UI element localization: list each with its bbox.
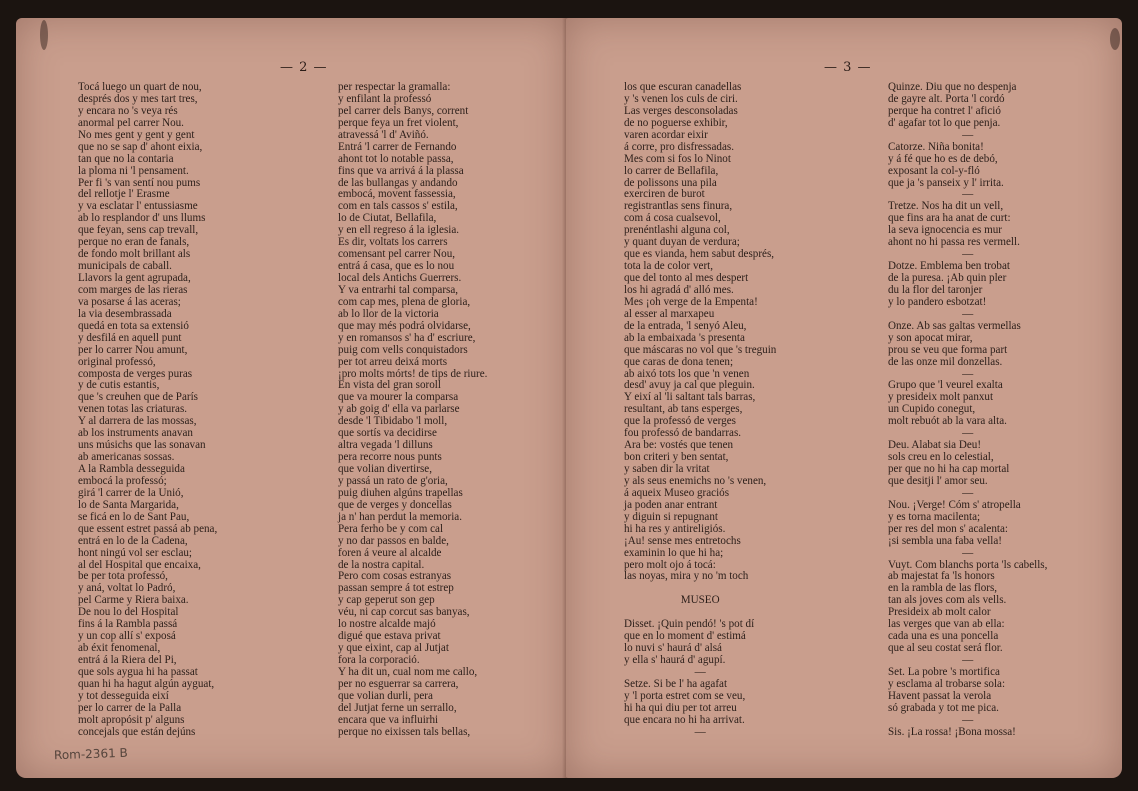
verse-line: fins á la Rambla passá [78, 618, 178, 631]
verse-line: de gayre alt. Porta 'l cordó [888, 92, 1005, 105]
verse-line: sols creu en lo celestial, [888, 451, 994, 464]
verse-line: que al seu costat será flor. [888, 642, 1003, 655]
verse-line: que en lo moment d' estimá [624, 630, 746, 643]
verse-line: y va esclatar l' entussiasme [78, 200, 198, 213]
verse-line: que ja 's panseix y l' irrita. [888, 176, 1004, 189]
verse-line: que 's creuhen que de París [78, 391, 198, 404]
verse-line: lo de Santa Margarida, [78, 498, 179, 511]
verse-line: prou se veu que forma part [888, 343, 1008, 356]
verse-line: tota la de color vert, [624, 260, 714, 273]
verse-line: Sis. ¡La rossa! ¡Bona mossa! [888, 725, 1016, 738]
verse-line: ¡si sembla una faba vella! [888, 534, 1002, 547]
verse-line: y que eixint, cap al Jutjat [338, 642, 449, 655]
verse-line: que volian durli, pera [338, 689, 433, 702]
verse-line: Y eixí al 'li saltant tals barras, [624, 391, 756, 404]
page-number-left: — 2 — [280, 60, 328, 75]
verse-line: pero molt ojo á tocá: [624, 558, 716, 571]
verse-line: encara que va influirhi [338, 713, 439, 726]
verse-line: al esser al marxapeu [624, 307, 715, 320]
verse-line: ¡Au! sense mes entretochs [624, 534, 741, 547]
verse-line: be per tota professó, [78, 570, 168, 583]
verse-line: perque no eixissen tals bellas, [338, 725, 471, 738]
verse-line: per respectar la gramalla: [338, 81, 451, 93]
verse-line: que sols aygua hi ha passat [78, 665, 198, 678]
verse-line: en la rambla de las flors, [888, 582, 998, 595]
verse-line: atravessá 'l d' Aviñó. [338, 128, 429, 141]
verse-line: com en tals cassos s' estila, [338, 200, 458, 213]
verse-line: entrá á casa, que es lo nou [338, 260, 455, 273]
verse-line: y saben dir la vritat [624, 463, 710, 475]
verse-line: ja n' han perdut la memoria. [338, 510, 462, 523]
verse-column-4 [888, 82, 1047, 739]
verse-line: Presideix ab molt calor [888, 606, 991, 619]
verse-column-3 [624, 82, 776, 739]
verse-line: — [694, 725, 706, 738]
verse-line: després dos y mes tart tres, [78, 92, 198, 105]
verse-line: ja poden anar entrant [624, 498, 718, 511]
verse-line: Havent passat la verola [888, 689, 992, 702]
verse-line: que no se sap d' ahont eixia, [78, 140, 203, 153]
verse-line: — [962, 486, 974, 499]
verse-line: venen totas las criaturas. [78, 403, 188, 416]
verse-line: de las bullangas y andando [338, 176, 458, 189]
verse-line: y enfilant la professó [338, 92, 432, 105]
verse-line: que essent estret passá ab pena, [78, 522, 218, 535]
verse-line: — [694, 665, 706, 678]
verse-line: de la entrada, 'l senyó Aleu, [624, 319, 747, 332]
verse-line: — [962, 188, 974, 201]
verse-line: entrá á la Riera del Pi, [78, 654, 177, 666]
verse-line: las noyas, mira y no 'm toch [624, 570, 749, 583]
verse-line: y encara no 's veya rés [78, 104, 178, 117]
right-page [566, 18, 1122, 778]
verse-line: y desfilá en aquell punt [78, 331, 182, 344]
verse-line: Llavors la gent agrupada, [78, 272, 191, 284]
verse-line: y als seus enemichs no 's venen, [624, 474, 767, 487]
verse-line: anormal pel carrer Nou. [78, 116, 184, 129]
verse-line: prenéntlashi alguna col, [624, 224, 730, 237]
verse-line: del rellotje l' Erasme [78, 188, 170, 201]
verse-line: lo carrer de Bellafila, [624, 164, 719, 177]
verse-line: fins que va arrivá á la plassa [338, 164, 464, 177]
verse-line: En vista del gran soroll [338, 379, 441, 392]
verse-line: entrá en lo de la Cadena, [78, 534, 188, 547]
verse-line: y no dar passos en balde, [338, 534, 449, 547]
verse-line: concejals que están dejúns [78, 725, 196, 738]
verse-line: tan als joves com als vells. [888, 594, 1007, 607]
verse-line: lo de Ciutat, Bellafila, [338, 212, 437, 225]
verse-line: desde 'l Tibidabo 'l moll, [338, 415, 448, 428]
verse-line: quan hi ha hagut algún ayguat, [78, 677, 215, 690]
verse-line: exerciren de burot [624, 188, 705, 201]
verse-line: — [962, 713, 974, 726]
verse-line: per que no hi ha cap mortal [888, 463, 1010, 475]
verse-line: los hi agradá d' alló mes. [624, 283, 734, 296]
verse-line: Las verges desconsoladas [624, 104, 738, 117]
verse-line: passan sempre á tot estrep [338, 582, 454, 595]
verse-line: que la professó de verges [624, 415, 736, 428]
verse-line: y es torna macilenta; [888, 510, 981, 523]
verse-line: — [962, 654, 974, 666]
verse-line: desd' avuy ja cal que pleguin. [624, 379, 755, 392]
verse-line: ¡pro molts mórts! de tips de riure. [338, 367, 488, 380]
verse-line: que feyan, sens cap trevall, [78, 224, 199, 237]
verse-line: y lo pandero esbotzat! [888, 295, 987, 308]
verse-line: Y al darrera de las mossas, [78, 415, 197, 428]
verse-line: — [962, 248, 974, 261]
verse-line: exposant la col-y-fló [888, 164, 980, 177]
verse-line: y son apocat mirar, [888, 331, 973, 344]
verse-line: va posarse á las aceras; [78, 295, 181, 308]
verse-line: que encara no hi ha arrivat. [624, 713, 745, 726]
verse-line: Per fi 's van sentí nou pums [78, 176, 201, 189]
verse-line: fora la corporació. [338, 654, 420, 666]
verse-line: y en ell regreso á la iglesia. [338, 224, 460, 237]
verse-column-2 [338, 82, 487, 739]
verse-line: que máscaras no vol que 's treguin [624, 343, 777, 356]
verse-line: composta de verges puras [78, 367, 193, 380]
verse-line: com á cosa cualsevol, [624, 212, 721, 225]
verse-line: que caras de dona tenen; [624, 355, 734, 368]
verse-line: puig com vells conquistadors [338, 343, 468, 356]
verse-line: quedá en tota sa extensió [78, 319, 189, 332]
verse-line: molt apropósit p' alguns [78, 713, 185, 726]
verse-line: Pera ferho be y com cal [338, 522, 444, 535]
verse-line: de fondo molt brillant als [78, 248, 191, 261]
verse-line: y ella s' haurá d' agupí. [624, 654, 726, 666]
verse-line: Mes com si fos lo Ninot [624, 152, 731, 165]
verse-line: del Jutjat ferne un serrallo, [338, 701, 457, 714]
verse-line: Catorze. Niña bonita! [888, 140, 984, 153]
verse-line: á aqueix Museo graciós [624, 486, 730, 499]
verse-line: tan que no la contaria [78, 152, 174, 165]
verse-line: que volian divertirse, [338, 463, 432, 475]
verse-line: ahont tot lo notable passa, [338, 152, 454, 165]
archive-mark: Rom-2361 B [53, 745, 128, 763]
verse-line: y ab goig d' ella va parlarse [338, 403, 460, 416]
verse-line: Tocá luego un quart de nou, [78, 81, 202, 93]
verse-line: véu, ni cap corcut sas banyas, [338, 606, 470, 619]
verse-line: y esclama al trobarse sola: [888, 677, 1006, 690]
verse-line: Mes ¡oh verge de la Empenta! [624, 295, 758, 308]
verse-line: — [962, 307, 974, 320]
verse-line: embocá, movent fassessia, [338, 188, 456, 201]
verse-line: y un cop allí s' exposá [78, 630, 176, 643]
verse-line: No mes gent y gent y gent [78, 128, 195, 141]
verse-line: Nou. ¡Verge! Cóm s' atropella [888, 498, 1021, 511]
verse-line: A la Rambla desseguida [78, 463, 185, 475]
verse-line: y passá un rato de g'oria, [338, 474, 448, 487]
verse-line: la ploma ni 'l pensament. [78, 164, 189, 177]
verse-line: se ficá en lo de Sant Pau, [78, 510, 190, 523]
left-page [16, 18, 568, 778]
verse-line: original professó, [78, 355, 156, 368]
verse-line: y aná, voltat lo Padró, [78, 582, 176, 595]
verse-line: — [962, 128, 974, 141]
verse-line: lo nuvi s' haurá d' alsá [624, 642, 722, 655]
verse-line: fou professó de bandarras. [624, 427, 742, 440]
verse-line: bon criteri y ben sentat, [624, 451, 729, 464]
verse-column-1 [78, 82, 217, 739]
verse-line: hi ha qui diu per tot arreu [624, 701, 737, 714]
verse-line: un Cupido conegut, [888, 403, 976, 416]
verse-line: de las onze mil donzellas. [888, 355, 1003, 368]
verse-line: perque ha contret l' afició [888, 104, 1001, 117]
verse-line: hi ha res y antireligiós. [624, 522, 726, 535]
verse-line: Setze. Si be l' ha agafat [624, 677, 728, 690]
verse-line: las verges que van ab ella: [888, 618, 1005, 631]
verse-line: hont ningú vol ser esclau; [78, 546, 192, 559]
verse-line: y 's venen los culs de ciri. [624, 92, 738, 105]
verse-line: que desitji l' amor seu. [888, 474, 988, 487]
verse-line: De nou lo del Hospital [78, 606, 179, 619]
verse-line: ab lo llor de la victoria [338, 307, 439, 320]
verse-line: perque no eran de fanals, [78, 236, 190, 249]
page-number-right: — 3 — [824, 60, 872, 75]
verse-line: foren á veure al alcalde [338, 546, 442, 559]
verse-line: — [962, 546, 974, 559]
verse-line: y quant duyan de verdura; [624, 236, 740, 249]
verse-line: Dotze. Emblema ben trobat [888, 260, 1010, 273]
verse-line: ahont no hi passa res vermell. [888, 236, 1020, 249]
verse-line: y en romansos s' ha d' escriure, [338, 331, 476, 344]
verse-line: que sortís va decidirse [338, 427, 437, 440]
verse-line: perque feya un fret violent, [338, 116, 459, 129]
verse-line: de no poguerse exhibir, [624, 116, 728, 129]
verse-line: — [962, 427, 974, 440]
verse-line: pel Carme y Riera baixa. [78, 594, 189, 607]
verse-line: que may més podrá olvidarse, [338, 319, 471, 332]
verse-line: pel carrer dels Banys, corrent [338, 104, 469, 117]
verse-line: Y ha dit un, cual nom me callo, [338, 665, 478, 678]
verse-line: que es vianda, hem sabut després, [624, 248, 775, 261]
verse-line: los que escuran canadellas [624, 81, 742, 93]
verse-line: ab lo resplandor d' uns llums [78, 212, 206, 225]
verse-line: só grabada y tot me pica. [888, 701, 999, 714]
verse-line: ab aixó tots los que 'n venen [624, 367, 750, 380]
verse-line: Grupo que 'l veurel exalta [888, 379, 1003, 392]
verse-line: que fins ara ha anat de curt: [888, 212, 1011, 225]
verse-line: y presideix molt panxut [888, 391, 994, 404]
section-heading: MUSEO [680, 594, 720, 607]
verse-line: Quinze. Diu que no despenja [888, 81, 1017, 93]
verse-line: Entrá 'l carrer de Fernando [338, 140, 457, 153]
verse-line: Tretze. Nos ha dit un vell, [888, 200, 1004, 213]
verse-line: du la flor del taronjer [888, 283, 983, 296]
verse-line: resultant, ab tans esperges, [624, 403, 743, 416]
verse-line: la via desembrassada [78, 307, 172, 320]
verse-line: puig diuhen algúns trapellas [338, 486, 463, 499]
verse-line: ab majestat fa 'ls honors [888, 570, 995, 583]
verse-line: municipals de caball. [78, 260, 172, 273]
paper-tear [1110, 28, 1120, 50]
verse-line: y diguin si repugnant [624, 510, 718, 523]
verse-line: per tot arreu deixá morts [338, 355, 448, 368]
verse-line: lo nostre alcalde majó [338, 618, 436, 631]
verse-line: Set. La pobre 's mortifica [888, 665, 1000, 678]
verse-line: local dels Antichs Guerrers. [338, 272, 462, 284]
verse-line: ab la embaixada 's presenta [624, 331, 745, 344]
verse-line: de la nostra capital. [338, 558, 425, 571]
paper-tear [40, 20, 48, 50]
verse-line: ab americanas sossas. [78, 451, 175, 464]
verse-line: — [962, 367, 974, 380]
verse-line: y cap geperut son gep [338, 594, 435, 607]
verse-line: de la puresa. ¡Ab quin pler [888, 272, 1007, 284]
verse-line: Deu. Alabat sia Deu! [888, 439, 982, 452]
verse-line: de polissons una pila [624, 176, 717, 189]
verse-line: la seva ignocencia es mur [888, 224, 1002, 237]
verse-line: com marges de las rieras [78, 283, 188, 296]
verse-line: girá 'l carrer de la Unió, [78, 486, 184, 499]
verse-line: embocá la professó; [78, 474, 167, 487]
verse-line: Onze. Ab sas galtas vermellas [888, 319, 1021, 332]
verse-line: Y va entrarhi tal comparsa, [338, 283, 459, 296]
verse-line: registrantlas sens finura, [624, 200, 733, 213]
verse-line: ab éxit fenomenal, [78, 642, 161, 655]
verse-line: que de verges y doncellas [338, 498, 452, 511]
verse-line: per lo carrer Nou amunt, [78, 343, 188, 356]
verse-line: que del tonto al mes despert [624, 272, 749, 284]
verse-line: examinin lo que hi ha; [624, 546, 724, 559]
verse-line: Disset. ¡Quin pendó! 's pot dí [624, 618, 755, 631]
verse-line: y tot desseguida eixí [78, 689, 169, 702]
verse-line: y á fé que ho es de debó, [888, 152, 998, 165]
verse-line: que va mourer la comparsa [338, 391, 459, 404]
verse-line: per lo carrer de la Palla [78, 701, 182, 714]
verse-line: pera recorre nous punts [338, 451, 442, 464]
verse-line: d' agafar tot lo que penja. [888, 116, 1001, 129]
verse-line: molt rebuót ab la vara alta. [888, 415, 1007, 428]
verse-line: y 'l porta estret com se veu, [624, 689, 746, 702]
verse-line: á corre, pro disfressadas. [624, 140, 734, 153]
verse-line: Ara be: vostés que tenen [624, 439, 734, 452]
verse-line: per res del mon s' acalenta: [888, 522, 1008, 535]
verse-line: Vuyt. Com blanchs porta 'ls cabells, [888, 558, 1048, 571]
verse-line: digué que estava privat [338, 630, 441, 643]
verse-line: Pero com cosas estranyas [338, 570, 452, 583]
verse-line: per no esguerrar sa carrera, [338, 677, 459, 690]
verse-line: al del Hospital que encaixa, [78, 558, 201, 571]
verse-line: y de cutis estantis, [78, 379, 160, 392]
verse-line: uns músichs que las sonavan [78, 439, 206, 452]
verse-line: Es dir, voltats los carrers [338, 236, 448, 249]
verse-line: cada una es una poncella [888, 630, 999, 643]
verse-line: com cap mes, plena de gloria, [338, 295, 471, 308]
verse-line: altra vegada 'l dilluns [338, 439, 433, 452]
verse-line: comensant pel carrer Nou, [338, 248, 456, 261]
verse-line: varen acordar eixir [624, 128, 708, 141]
verse-line: ab los instruments anavan [78, 427, 193, 440]
